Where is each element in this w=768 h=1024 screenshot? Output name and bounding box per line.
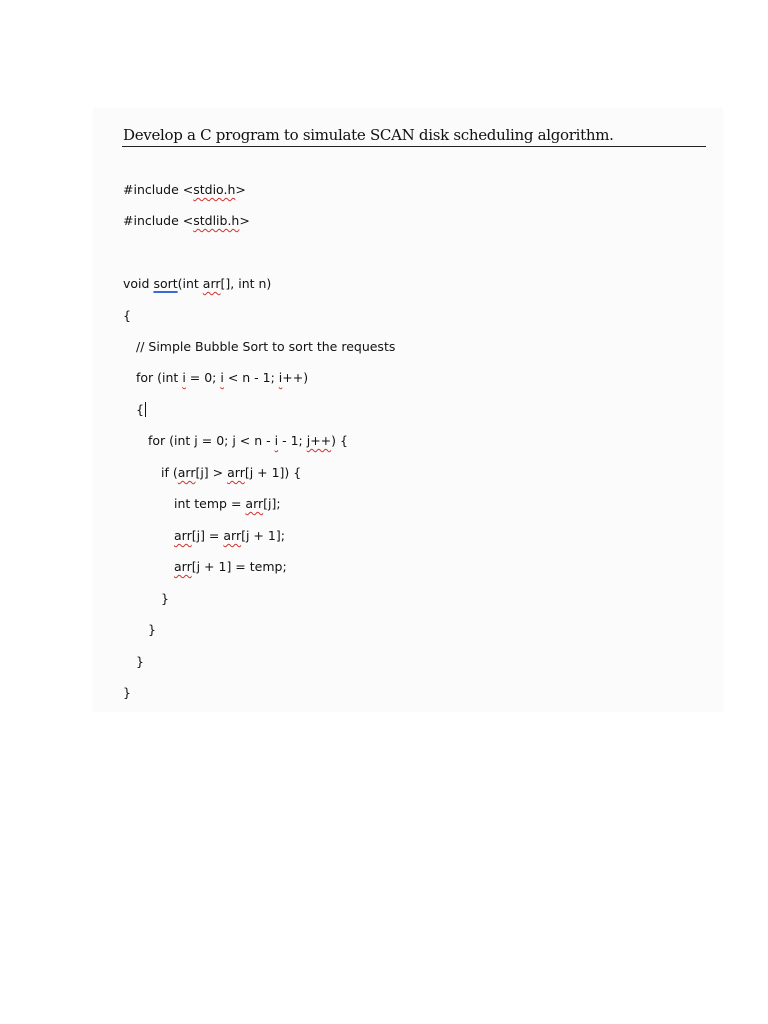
spellcheck-word: i bbox=[278, 370, 283, 385]
code-line-for-i bbox=[136, 370, 308, 386]
code-line-brace-open: { bbox=[123, 308, 131, 323]
text-cursor bbox=[145, 402, 146, 417]
document-title: Develop a C program to simulate SCAN disk scheduling algorithm. bbox=[123, 126, 614, 144]
spellcheck-word: arr bbox=[177, 465, 196, 480]
code-text: ) { bbox=[331, 433, 348, 448]
code-line-if bbox=[161, 465, 301, 481]
code-text: int temp = bbox=[174, 496, 246, 511]
code-line-func-signature bbox=[123, 276, 271, 292]
include-prefix: #include < bbox=[123, 182, 194, 197]
include-prefix: #include < bbox=[123, 213, 194, 228]
code-line-comment: // Simple Bubble Sort to sort the requests bbox=[136, 339, 396, 354]
code-line-close-func: } bbox=[123, 685, 131, 700]
code-text: for (int bbox=[136, 370, 183, 385]
spellcheck-word: i bbox=[182, 370, 186, 385]
code-text: [j + 1] = temp; bbox=[191, 559, 287, 574]
spellcheck-word: i bbox=[274, 433, 279, 448]
code-line-for-j bbox=[148, 433, 348, 449]
code-line-close-if: } bbox=[161, 591, 169, 606]
title-underline bbox=[122, 146, 706, 147]
spellcheck-word: arr bbox=[227, 465, 245, 480]
code-line-include-stdio bbox=[123, 182, 246, 198]
code-text: for (int j = 0; j < n - bbox=[148, 433, 275, 448]
code-text: [j] = bbox=[191, 528, 224, 543]
code-line-inner-brace bbox=[136, 402, 146, 418]
spellcheck-word: stdlib.h bbox=[193, 213, 240, 228]
code-line-close-for-j: } bbox=[148, 622, 156, 637]
code-text: [], int n) bbox=[220, 276, 272, 291]
keyword-void: void bbox=[123, 276, 154, 291]
code-text: if ( bbox=[161, 465, 178, 480]
code-line-include-stdlib bbox=[123, 213, 250, 229]
spellcheck-word: arr bbox=[245, 496, 264, 511]
code-text: = 0; bbox=[185, 370, 221, 385]
include-suffix: > bbox=[235, 182, 246, 197]
code-text: ++) bbox=[282, 370, 309, 385]
code-line-temp bbox=[174, 496, 281, 512]
code-text: [j]; bbox=[263, 496, 281, 511]
code-text: [j] > bbox=[195, 465, 228, 480]
spellcheck-word: stdio.h bbox=[193, 182, 236, 197]
spellcheck-word: arr bbox=[223, 528, 242, 543]
code-line-swap bbox=[174, 559, 287, 575]
code-text: - 1; bbox=[278, 433, 307, 448]
document-page bbox=[93, 108, 723, 712]
code-text: < n - 1; bbox=[223, 370, 279, 385]
spellcheck-word: arr bbox=[174, 559, 192, 574]
grammar-word: sort bbox=[153, 276, 178, 291]
code-text: [j + 1]; bbox=[241, 528, 285, 543]
code-line-assign bbox=[174, 528, 285, 544]
spellcheck-word: j++ bbox=[306, 433, 332, 448]
code-text: { bbox=[136, 402, 144, 417]
include-suffix: > bbox=[239, 213, 250, 228]
spellcheck-word: arr bbox=[174, 528, 192, 543]
code-text: (int bbox=[177, 276, 203, 291]
spellcheck-word: i bbox=[220, 370, 224, 385]
code-line-close-for-i: } bbox=[136, 654, 144, 669]
spellcheck-word: arr bbox=[202, 276, 221, 291]
code-text: [j + 1]) { bbox=[244, 465, 302, 480]
